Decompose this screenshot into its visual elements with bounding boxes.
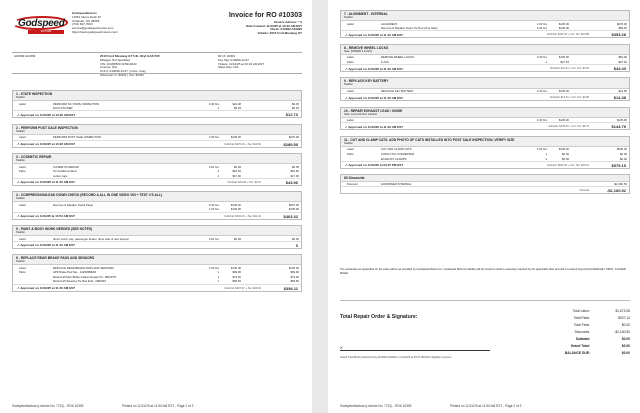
divider — [340, 300, 630, 301]
line-item: Remove & Replace Outer Tie Rod (One Side) 0.44 hrs $135.00 $59.40 — [381, 26, 627, 31]
job-section — [340, 44, 630, 72]
line-item: Labor Remove & Replace Spark Plugs 0.32 hrs $135.00 $297.00 — [19, 202, 299, 207]
line-item: Labor ALIGNMENT 2.00 hrs $135.00 $270.00 — [347, 21, 627, 26]
job-header: 1 - STATE INSPECTION Tasklist — [13, 91, 301, 101]
line-item: Labor REPLACE KEY BATTERY 0.10 hrs $135.00 $13.50 — [347, 89, 627, 94]
shop-info: Godspeedmotors 11651 Vance Dock Dr Charlotte, NC 28269 (704) 817-7003 service@godspeedmotors.com https://www.godspeedmotors.com/ — [72, 12, 182, 35]
approval-status: ✓ Approved on 11/12/25 at 11:40 AM EST — [345, 95, 403, 100]
shop-name: Godspeedmotors — [72, 11, 97, 15]
line-item: Labor REMOVE WHEEL LOCKS 0.40 hrs $135.00 $54.00 — [347, 55, 627, 60]
approval-status: ✓ Approved on 11/12/25 at 11:40 AM EST — [345, 124, 403, 129]
job-section — [340, 136, 630, 169]
job-header: 10 - REPAIR EXHAUST LEAK / NOISE Note: Loud tick from exhaust — [341, 108, 629, 118]
invoice-title: Invoice for RO #10303 — [228, 12, 302, 19]
invoice-page-2 — [328, 0, 640, 413]
line-item: Labor PERFORM POST SALE INSPECTION 2.00 hrs $135.00 $270.00 — [19, 135, 299, 140]
approval-status: ✓ Approved on 11/12/25 at 10:22 AM EST — [17, 142, 76, 147]
job-total: $353.28 — [611, 32, 626, 38]
job-section — [12, 191, 302, 219]
job-total: $12.73 — [285, 112, 298, 118]
page-footer: Godspeedmotors (License No. 7710) - RO# 10303 Printed on 11/21/25 at 11:50 AM EST - Page 1 of 3 — [12, 404, 194, 408]
line-item: Parts APF Brake Pad Set - 142S8998A8 1 $99.96 $99.96 — [19, 270, 299, 275]
summary-row: Total Labor: $1,673.08 — [572, 309, 630, 313]
invoice-header — [12, 10, 302, 46]
job-subtotal: ✓ Approved on 11/12/25 at 11:40 AM EST Subtotal: $41.43 + Incl. Tax: $3.00 $44.43 — [341, 64, 629, 71]
signature-note: Grand Total $0.00 authorized by A10099 A10099 on 11/12/25 at 03:27 PM EST digitally in-person — [340, 356, 452, 359]
line-item: Labor driver mirror cap, passenger fender, drive side of rear bumper 0.01 hrs $0.00 $0.00 — [19, 236, 299, 241]
approval-status: ✓ Approved on 11/12/25 at 11:40 AM EST — [345, 32, 403, 37]
summary-title: Total Repair Order & Signature: — [340, 314, 418, 320]
job-title: 3 - COSMETIC REPAIR — [16, 154, 52, 159]
job-header: 5 - PAINT & BODY WORK NEEDED (SEE NOTES) Tasklist — [13, 226, 301, 236]
signature-line: X — [340, 345, 490, 351]
summary-row: Total Parts: $307.14 — [573, 316, 630, 320]
ro-col: RO #: 10303 Key Tag: A10099-11/17 Tickets: 11/10/25 at 10:22 AM EST Sales Rep: N/A — [218, 54, 265, 70]
line-item: Motorcraft Steering Tie Rod End - MEF515 1 $59.69 $59.69 — [53, 279, 299, 284]
line-item: Parts LUGS 1 $27.43 $27.43 — [347, 60, 627, 65]
job-title: 4 - COMPRESSION/LEAK DOWN CHECK (RECORD A ALL IN ONE VIDEO VIN + TEST #'S ALL) — [16, 193, 162, 198]
job-section — [12, 153, 302, 186]
line-item: Motorcraft Disc Brake Caliper Repair Kit - BRCP78 1 $73.40 $73.40 — [53, 274, 299, 279]
job-section — [340, 10, 630, 38]
line-item: center caps 1 $17.00 $17.00 — [53, 173, 299, 178]
job-header: 9 - REPLACE KEY BATTERY Tasklist — [341, 78, 629, 88]
invoice-page-1 — [0, 0, 312, 413]
job-header: 4 - COMPRESSION/LEAK DOWN CHECK (RECORD A ALL IN ONE VIDEO VIN + TEST #'S ALL) Tasklist — [13, 192, 301, 202]
job-section — [340, 174, 630, 195]
job-title: 8 - REMOVE WHEEL LOCKS — [344, 45, 389, 50]
line-item: EXHAUST CLAMPS 1 $0.00 $0.00 — [381, 156, 627, 161]
job-total: -$2,160.52 — [606, 188, 626, 194]
job-total: $394.11 — [283, 285, 298, 291]
summary-row: Grand Total: $0.00 — [570, 344, 630, 348]
job-subtotal: ✓ Approved on 11/12/25 at 03:27 PM EST Subtotal: $540.00 + Incl. Tax: $39.15 $579.15 — [341, 161, 629, 168]
job-subtotal: ✓ Approved on 11/12/25 at 11:40 AM EST Subtotal: $367.97 + Tax: $26.64 $394.11 — [13, 284, 301, 291]
job-section — [12, 124, 302, 148]
godspeed-logo: Godspeed MOTORS — [12, 12, 68, 34]
job-subtotal: ✓ Approved on 11/12/25 at 11:40 AM EST Subtotal: $135.00 + Incl. Tax: $9.79 $144.79 — [341, 122, 629, 129]
job-title: 11 - CUT AND CLAMP CATS. ADD PHOTO OF CATS INSTALLED INTO POST SALE INSPECTION, VERIFY SIZE — [344, 137, 515, 142]
line-item: Parts CATALYTIC CONVERTER 1 $0.00 $0.00 — [347, 151, 627, 156]
job-header: 6 - REPLACE REAR BRAKE PADS AND SENSORS Tasklist — [13, 255, 301, 265]
approval-status: ✓ Approved on 11/12/25 at 11:40 AM EST — [17, 180, 75, 185]
page-footer: Godspeedmotors (License No. 7710) - RO# 10303 Printed on 11/21/25 at 11:50 AM EST - Page 2 of 3 — [340, 404, 522, 408]
summary-row: Discounts: -$2,160.52 — [574, 330, 630, 334]
job-total: 0 — [295, 242, 298, 248]
customer-col: A10099 A10099 — [14, 54, 36, 58]
approval-status: ✓ Approved on 11/12/25 at 03:27 PM EST — [345, 163, 404, 168]
approval-status: ✓ Approved on 11/11/25 at 10:54 AM EST — [17, 214, 75, 219]
job-section — [340, 107, 630, 131]
job-subtotal — [13, 241, 301, 248]
line-item: Labor 1.00 hrs $135.00 $135.00 — [347, 118, 627, 123]
job-total: $579.15 — [611, 162, 626, 168]
job-title: 5 - PAINT & BODY WORK NEEDED (SEE NOTES) — [16, 226, 93, 231]
job-title: 9 - REPLACE KEY BATTERY — [344, 79, 389, 84]
job-subtotal: ✓ Approved on 11/12/25 at 11:40 AM EST Subtotal: $329.40 + Incl. Tax: $23.88 $353.28 — [341, 30, 629, 37]
totals-summary — [520, 308, 630, 357]
job-total: $44.43 — [613, 66, 626, 72]
line-item: Labor CUT AND CLAMP CATS 4.00 hrs $135.00 $540.00 — [347, 147, 627, 152]
job-header: 3 - COSMETIC REPAIR Tasklist — [13, 154, 301, 164]
line-item: NCSI STICKER 1 $6.25 $6.29 — [53, 106, 299, 111]
job-total: $14.48 — [613, 95, 626, 101]
job-section — [12, 225, 302, 249]
job-header: 11 - CUT AND CLAMP CATS. ADD PHOTO OF CATS INSTALLED INTO POST SALE INSPECTION, VERIFY SIZE Tasklist — [341, 137, 629, 147]
job-subtotal: ✓ Approved on 11/12/25 at 11:40 AM EST Subtotal: $13.50 + Incl. Tax: $0.98 $14.48 — [341, 93, 629, 100]
job-section — [340, 77, 630, 101]
line-item: Labor PERFORM NC STATE INSPECTION 0.30 hrs $22.38 $6.45 — [19, 101, 299, 106]
job-title: 7 - ALIGNMENT - INTERNAL — [344, 12, 388, 16]
job-title: 10 - REPAIR EXHAUST LEAK / NOISE — [344, 108, 403, 113]
job-subtotal: ✓ Approved on 11/12/25 at 10:22 AM EST Subtotal: $270.00 + Tax: $19.50 $289.50 — [13, 140, 301, 147]
summary-row: Total Fees: $0.00 — [573, 323, 630, 327]
vehicle-col: 2015 Ford Mustang GT 5.0L 8Cyl GAS 5VF Mileage: Not Specified VIN: 1FA6P8CF1F5310243 License: N/A Unit #: A10099-11/17 | Color: Gray Odometer In: 82331 | Out: 82331 — [100, 54, 160, 77]
job-header: 8 - REMOVE WHEEL LOCKS Note: [ORDER 4 LUGS] — [341, 45, 629, 55]
line-item: Discount GODSPEED INTERNAL -$2,160.52 — [347, 182, 627, 187]
job-section — [12, 90, 302, 118]
job-total: $43.96 — [285, 179, 298, 185]
job-title: 80 Discounts — [344, 175, 365, 180]
job-header: 2 - PERFORM POST SALE INSPECTION Tasklist — [13, 125, 301, 135]
summary-row: BALANCE DUE: $0.00 — [564, 351, 630, 355]
approval-status: ✓ Approved on 11/12/25 at 11:40 AM EST — [345, 66, 403, 71]
approval-status: ✓ Approved on 11/12/25 at 11:40 AM EST — [17, 286, 75, 290]
job-title: 6 - REPLACE REAR BRAKE PADS AND SENSORS — [16, 255, 95, 260]
job-header: 7 - ALIGNMENT - INTERNAL Tasklist — [341, 11, 629, 21]
vehicle-info — [12, 52, 302, 77]
job-header — [341, 175, 629, 182]
job-total: $289.50 — [283, 141, 298, 147]
warranty-disclaimer: The warranties as applicable for the parts will be as provided by Godspeed Motors Inc. Godspeed Motors's liability will be limited to what is expressly required by the applicable laws and will not extend beyond [COVERAGE / OMIT]. CLOSED MILES. — [340, 268, 626, 275]
line-item: 1.00 hrs $135.00 $135.00 — [208, 207, 299, 212]
job-subtotal: ✓ Approved on 11/11/25 at 10:54 AM EST Subtotal: $432.00 + Tax: $31.32 $463.32 — [13, 212, 301, 219]
job-subtotal — [13, 110, 301, 117]
job-total: $463.32 — [283, 213, 298, 219]
approval-status: ✓ Approved on 11/12/25 at 10:22 AM EST — [17, 112, 76, 117]
invoice-meta: Invoice for RO #10303 Service Advisor: * 0 Date Created: 11/10/25 at 10:22 AM EST Client: A10099 A10099 Vehicle: 2015 Ford Mustang GT — [172, 12, 302, 36]
line-item: Parts GT decklid emblem 1 $10.81 $10.81 — [19, 169, 299, 174]
job-total: $144.79 — [611, 124, 626, 130]
job-title: 2 - PERFORM POST SALE INSPECTION — [16, 125, 78, 130]
summary-row: Subtotal: $0.00 — [575, 337, 630, 341]
job-title: 1 - STATE INSPECTION — [16, 92, 53, 96]
job-subtotal: ✓ Approved on 11/12/25 at 11:40 AM EST Subtotal: $40.99 + Tax: $2.97 $43.96 — [13, 178, 301, 185]
line-item: Labor COSMETIC REPAIR 0.01 hrs $0.00 $0.05 — [19, 164, 299, 169]
job-section — [12, 254, 302, 292]
approval-status: ✓ Approved on 11/12/25 at 11:40 AM EST — [17, 243, 75, 248]
line-item: Labor REPLACE REAR BRAKE PADS AND SENSORS 1.00 hrs $135.00 $135.00 — [19, 265, 299, 270]
job-subtotal: Subtotal -$2,160.52 — [341, 186, 629, 193]
